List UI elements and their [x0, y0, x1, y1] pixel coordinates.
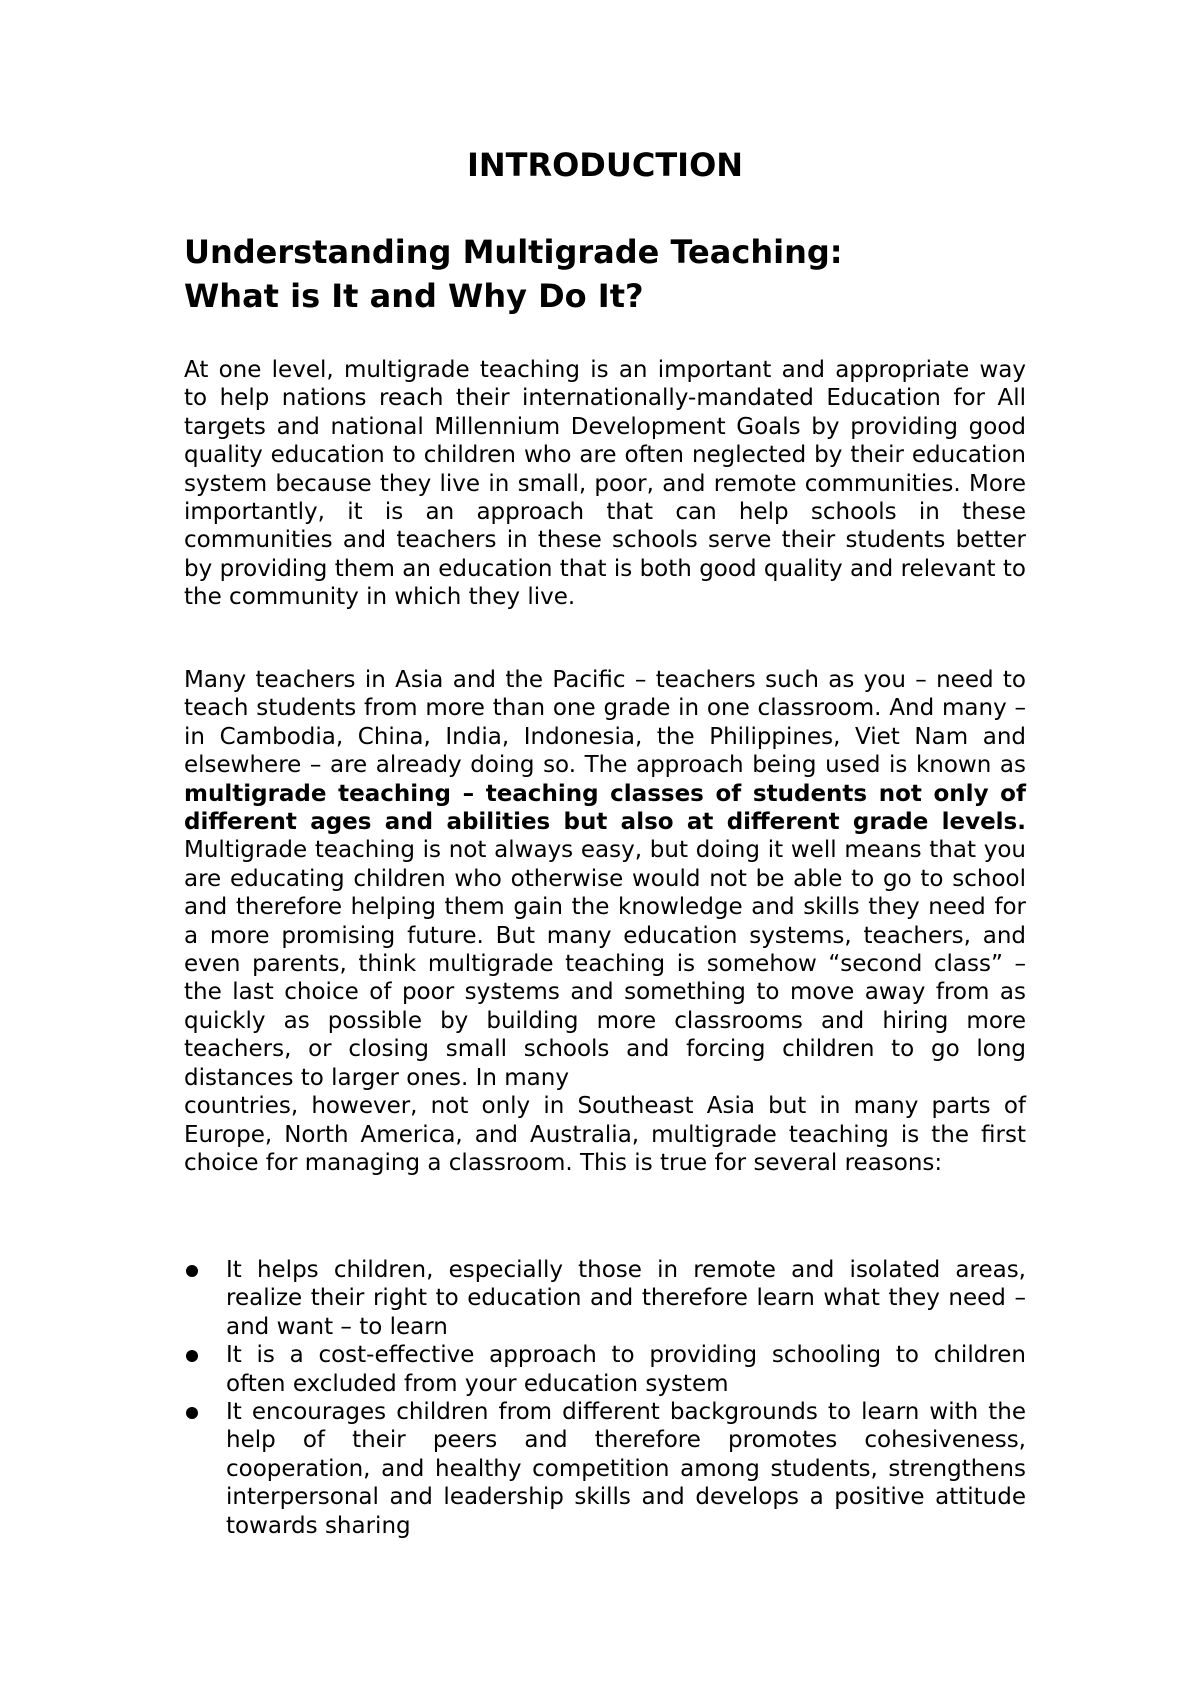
list-item-text: It is a cost-effective approach to providing schooling to children often excluded from your education system: [226, 1342, 1026, 1397]
paragraph-multigrade: [184, 666, 1026, 1177]
bullet-icon: [186, 1265, 198, 1277]
paragraph-multigrade-text-2: Multigrade teaching is not always easy, but doing it well means that you are educating children who otherwise would not be able to go to school and therefore helping them gain the knowledge and skills they need for a more promising future. But many education systems, teachers, and even parents, think multigrade teaching is somehow “second class” – the last choice of poor systems and something to move away from as quickly as possible by building more classrooms and hiring more teachers, or closing small schools and forcing children to go long distances to larger ones. In many: [184, 837, 1026, 1091]
list-item-text: It encourages children from different backgrounds to learn with the help of their peers and therefore promotes cohesiveness, cooperation, and healthy competition among students, strengthens interpersonal and leadership skills and develops a positive attitude towards sharing: [226, 1399, 1026, 1539]
paragraph-multigrade-text-3: countries, however, not only in Southeast Asia but in many parts of Europe, North America, and Australia, multigrade teaching is the first choice for managing a classroom. This is true for several reasons:: [184, 1093, 1026, 1176]
list-item: [184, 1256, 1026, 1341]
paragraph-multigrade-bold-definition: multigrade teaching – teaching classes of students not only of different ages and abilities but also at different grade levels.: [184, 780, 1026, 836]
page-title: INTRODUCTION: [466, 146, 744, 184]
list-item: [184, 1398, 1026, 1540]
paragraph-multigrade-text-1: Many teachers in Asia and the Pacific – teachers such as you – need to teach students from more than one grade in one classroom. And many – in Cambodia, China, India, Indonesia, the Philippines, Viet Nam and elsewhere – are already doing so. The approach being used is known as: [184, 667, 1026, 779]
list-item-text: It helps children, especially those in remote and isolated areas, realize their right to education and therefore learn what they need – and want – to learn: [226, 1257, 1026, 1340]
section-heading-line2: What is It and Why Do It?: [184, 277, 644, 315]
section-heading-line1: Understanding Multigrade Teaching:: [184, 233, 843, 271]
section-heading: [184, 230, 1026, 318]
list-item: [184, 1341, 1026, 1398]
reasons-list: [184, 1256, 1026, 1540]
bullet-icon: [186, 1407, 198, 1419]
bullet-icon: [186, 1350, 198, 1362]
paragraph-intro: At one level, multigrade teaching is an important and appropriate way to help nations reach their internationally-mandated Education for All targets and national Millennium Development Goals by providing good quality education to children who are often neglected by their education system because they live in small, poor, and remote communities. More importantly, it is an approach that can help schools in these communities and teachers in these schools serve their students better by providing them an education that is both good quality and relevant to the community in which they live.: [184, 357, 1026, 611]
